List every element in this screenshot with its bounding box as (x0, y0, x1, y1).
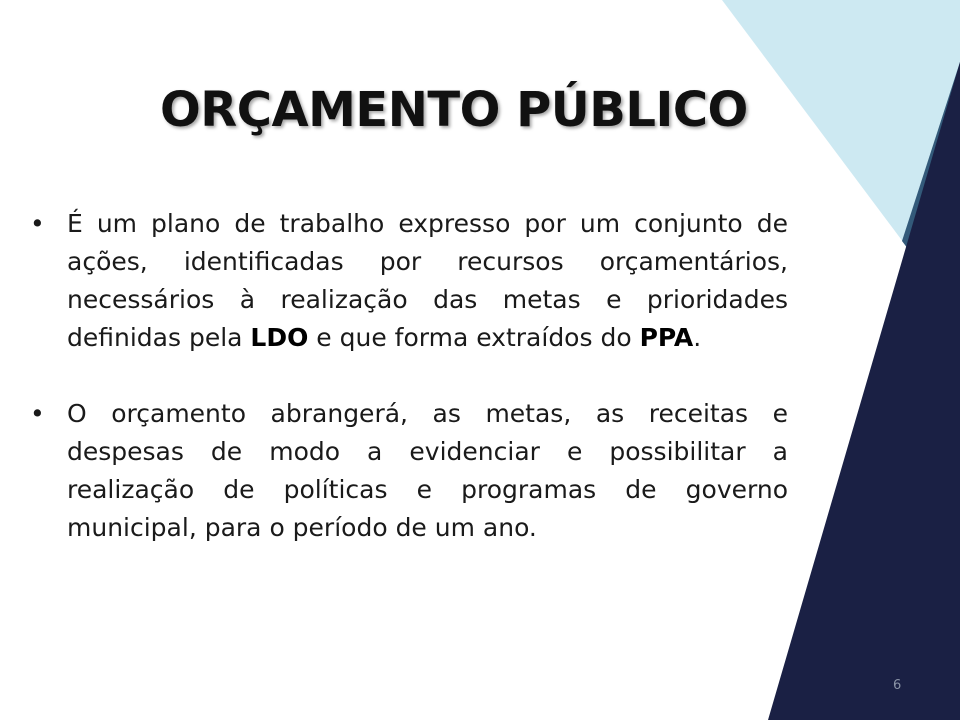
bullet-text: O orçamento abrangerá, as metas, as receitas e despesas de modo a evidenciar e possibilitar a realização de políticas e programas de governo municipal, para o período de um ano. (67, 399, 788, 542)
ppa-term: PPA (639, 323, 694, 352)
bullet-text: É um plano de trabalho expresso por um conjunto de ações, identificadas por recursos orçamentários, necessários à realização das metas e prioridades definidas pela (67, 209, 788, 352)
ldo-term: LDO (250, 323, 309, 352)
bullet-item (30, 205, 788, 357)
bullet-list (30, 205, 788, 547)
slide-title: ORÇAMENTO PÚBLICO (160, 82, 748, 138)
bullet-text: . (693, 323, 702, 352)
bullet-item (30, 395, 788, 547)
bullet-marker: • (30, 399, 45, 428)
page-number: 6 (893, 678, 902, 693)
bullet-marker: • (30, 209, 45, 238)
bullet-text: e que forma extraídos do (308, 323, 640, 352)
